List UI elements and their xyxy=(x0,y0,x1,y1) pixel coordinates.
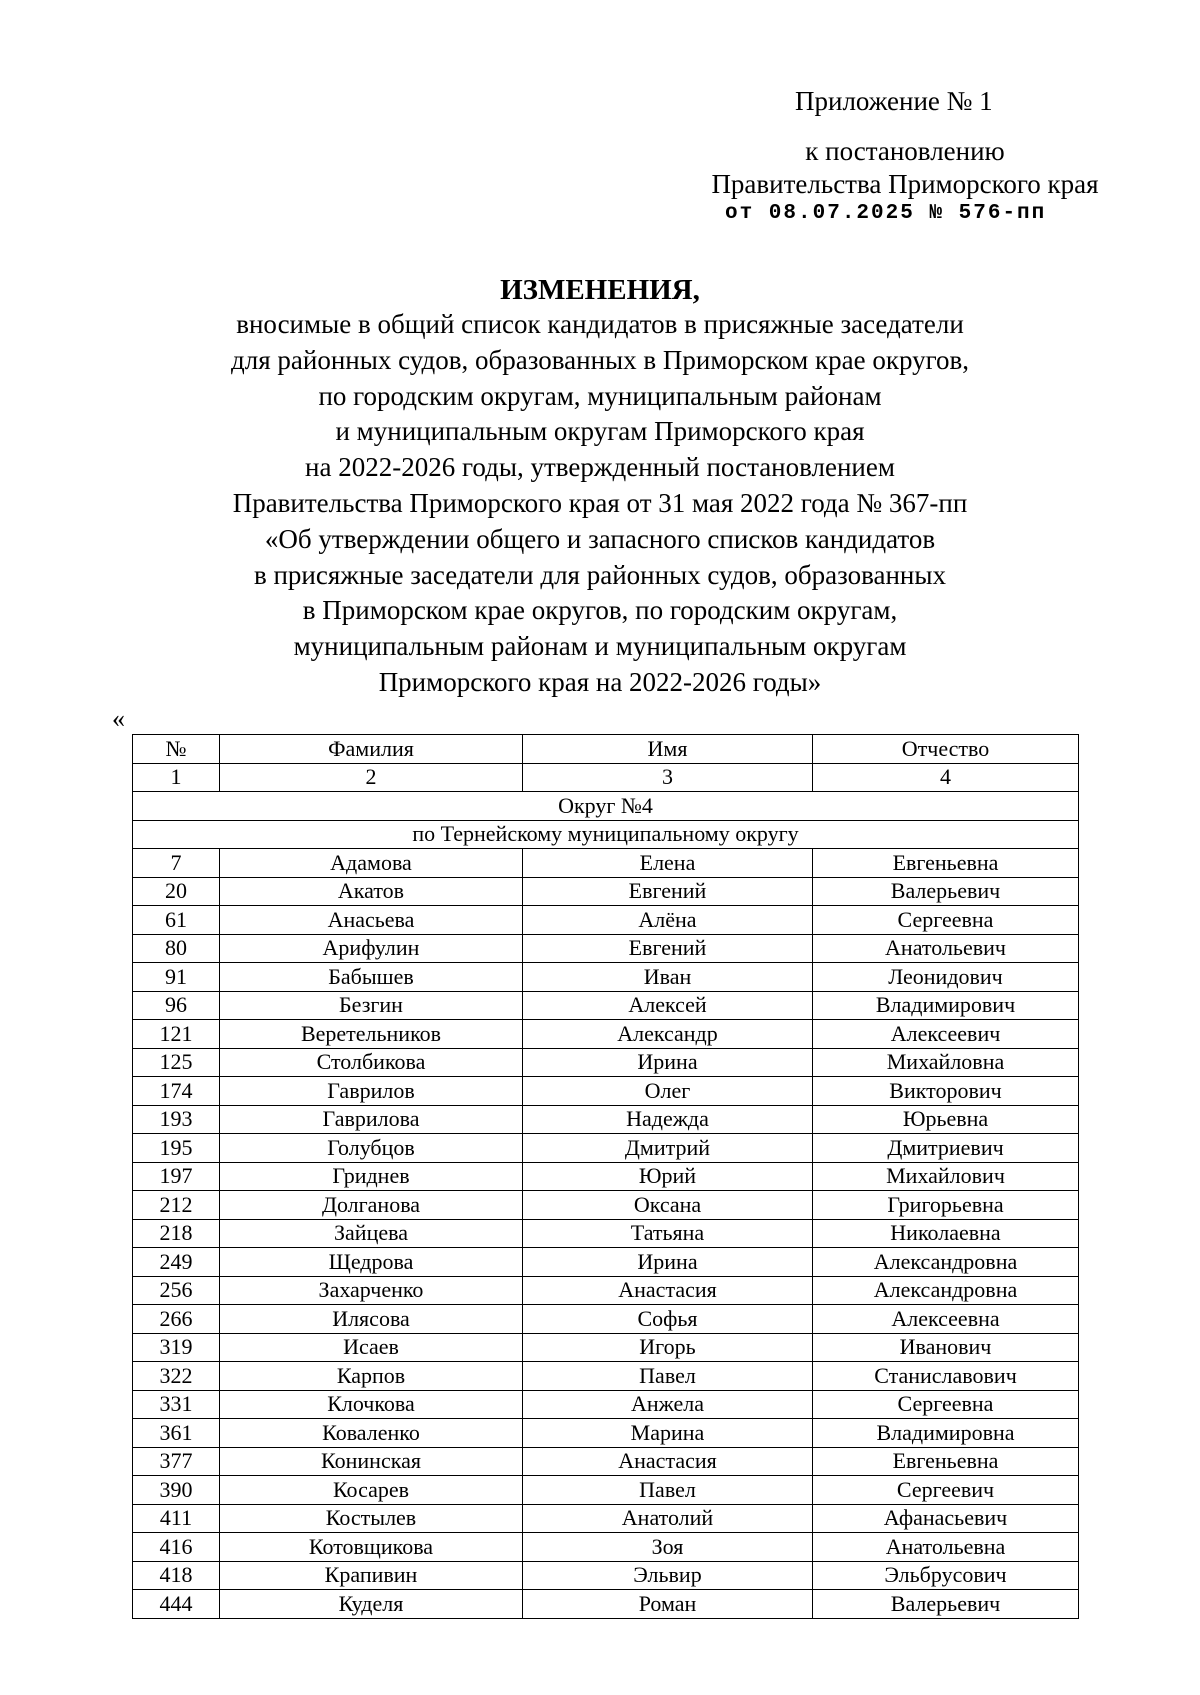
table-row xyxy=(133,1305,1079,1334)
table-row xyxy=(133,1504,1079,1533)
cell-patronymic: Александровна xyxy=(813,1248,1079,1277)
cell-last-name: Гаврилов xyxy=(220,1077,523,1106)
table-row xyxy=(133,1447,1079,1476)
cell-patronymic: Эльбрусович xyxy=(813,1561,1079,1590)
cell-number: 195 xyxy=(133,1134,220,1163)
cell-last-name: Коваленко xyxy=(220,1419,523,1448)
cell-last-name: Зайцева xyxy=(220,1219,523,1248)
column-number-cell: 4 xyxy=(813,763,1079,792)
table-row xyxy=(133,1077,1079,1106)
district-cell: Округ №4 xyxy=(133,792,1079,821)
header-first-name: Имя xyxy=(523,735,813,764)
appendix-reference xyxy=(600,135,1200,201)
cell-patronymic: Сергеевна xyxy=(813,906,1079,935)
cell-number: 197 xyxy=(133,1162,220,1191)
cell-number: 193 xyxy=(133,1105,220,1134)
cell-patronymic: Евгеньевна xyxy=(813,1447,1079,1476)
cell-number: 96 xyxy=(133,991,220,1020)
subtitle-line: в присяжные заседатели для районных судов, образованных xyxy=(253,559,946,590)
cell-number: 377 xyxy=(133,1447,220,1476)
cell-first-name: Павел xyxy=(523,1362,813,1391)
cell-number: 121 xyxy=(133,1020,220,1049)
column-number-cell: 3 xyxy=(523,763,813,792)
cell-first-name: Софья xyxy=(523,1305,813,1334)
cell-patronymic: Алексеевич xyxy=(813,1020,1079,1049)
cell-patronymic: Афанасьевич xyxy=(813,1504,1079,1533)
table-row xyxy=(133,1219,1079,1248)
cell-last-name: Исаев xyxy=(220,1333,523,1362)
cell-last-name: Карпов xyxy=(220,1362,523,1391)
subdistrict-row xyxy=(133,820,1079,849)
cell-number: 361 xyxy=(133,1419,220,1448)
table-row xyxy=(133,1590,1079,1619)
cell-first-name: Олег xyxy=(523,1077,813,1106)
cell-number: 174 xyxy=(133,1077,220,1106)
cell-last-name: Столбикова xyxy=(220,1048,523,1077)
cell-first-name: Оксана xyxy=(523,1191,813,1220)
subtitle-line: для районных судов, образованных в Приморском крае округов, xyxy=(231,344,969,375)
cell-last-name: Щедрова xyxy=(220,1248,523,1277)
table-row xyxy=(133,877,1079,906)
cell-first-name: Эльвир xyxy=(523,1561,813,1590)
cell-patronymic: Александровна xyxy=(813,1276,1079,1305)
column-number-row xyxy=(133,763,1079,792)
cell-last-name: Клочкова xyxy=(220,1390,523,1419)
appendix-reference-line: к постановлению xyxy=(805,136,1005,166)
cell-patronymic: Евгеньевна xyxy=(813,849,1079,878)
header-patronymic: Отчество xyxy=(813,735,1079,764)
cell-last-name: Бабышев xyxy=(220,963,523,992)
cell-last-name: Гриднев xyxy=(220,1162,523,1191)
cell-last-name: Илясова xyxy=(220,1305,523,1334)
subdistrict-cell: по Тернейскому муниципальному округу xyxy=(133,820,1079,849)
table-row xyxy=(133,991,1079,1020)
subtitle-line: в Приморском крае округов, по городским округам, xyxy=(302,595,898,626)
cell-number: 416 xyxy=(133,1533,220,1562)
subtitle-line: вносимые в общий список кандидатов в присяжные заседатели xyxy=(236,309,964,339)
cell-first-name: Елена xyxy=(523,849,813,878)
subtitle-line: «Об утверждении общего и запасного списков кандидатов xyxy=(264,523,936,554)
cell-last-name: Голубцов xyxy=(220,1134,523,1163)
cell-patronymic: Леонидович xyxy=(813,963,1079,992)
cell-patronymic: Анатольевич xyxy=(813,934,1079,963)
document-title: ИЗМЕНЕНИЯ, xyxy=(500,274,700,306)
cell-patronymic: Сергеевич xyxy=(813,1476,1079,1505)
cell-last-name: Крапивин xyxy=(220,1561,523,1590)
cell-number: 212 xyxy=(133,1191,220,1220)
subtitle-line: Правительства Приморского края от 31 мая 2022 года № 367-пп xyxy=(232,487,968,518)
subtitle-line: и муниципальным округам Приморского края xyxy=(335,416,865,447)
cell-first-name: Евгений xyxy=(523,934,813,963)
cell-first-name: Иван xyxy=(523,963,813,992)
cell-patronymic: Сергеевна xyxy=(813,1390,1079,1419)
cell-number: 322 xyxy=(133,1362,220,1391)
cell-first-name: Надежда xyxy=(523,1105,813,1134)
cell-patronymic: Владимировна xyxy=(813,1419,1079,1448)
cell-last-name: Арифулин xyxy=(220,934,523,963)
table-row xyxy=(133,849,1079,878)
cell-first-name: Анастасия xyxy=(523,1276,813,1305)
header-last-name: Фамилия xyxy=(220,735,523,764)
cell-first-name: Анжела xyxy=(523,1390,813,1419)
table-row xyxy=(133,1362,1079,1391)
table-row xyxy=(133,1276,1079,1305)
cell-number: 249 xyxy=(133,1248,220,1277)
table-row xyxy=(133,1390,1079,1419)
cell-last-name: Адамова xyxy=(220,849,523,878)
cell-patronymic: Викторович xyxy=(813,1077,1079,1106)
table-row xyxy=(133,1333,1079,1362)
district-row xyxy=(133,792,1079,821)
cell-last-name: Анасьева xyxy=(220,906,523,935)
cell-last-name: Куделя xyxy=(220,1590,523,1619)
subtitle-line: по городским округам, муниципальным районам xyxy=(318,380,882,411)
cell-patronymic: Валерьевич xyxy=(813,877,1079,906)
cell-patronymic: Валерьевич xyxy=(813,1590,1079,1619)
cell-last-name: Захарченко xyxy=(220,1276,523,1305)
cell-first-name: Анастасия xyxy=(523,1447,813,1476)
date-number-stamp: от 08.07.2025 № 576-пп xyxy=(725,202,1047,225)
cell-last-name: Котовщикова xyxy=(220,1533,523,1562)
cell-number: 444 xyxy=(133,1590,220,1619)
cell-number: 411 xyxy=(133,1504,220,1533)
table-row xyxy=(133,934,1079,963)
document-subtitle xyxy=(0,307,1200,701)
column-number-cell: 1 xyxy=(133,763,220,792)
cell-last-name: Костылев xyxy=(220,1504,523,1533)
table-row xyxy=(133,1476,1079,1505)
cell-number: 256 xyxy=(133,1276,220,1305)
cell-patronymic: Алексеевна xyxy=(813,1305,1079,1334)
cell-last-name: Акатов xyxy=(220,877,523,906)
table-header-row xyxy=(133,735,1079,764)
cell-first-name: Татьяна xyxy=(523,1219,813,1248)
cell-first-name: Александр xyxy=(523,1020,813,1049)
cell-number: 125 xyxy=(133,1048,220,1077)
table-row xyxy=(133,1048,1079,1077)
table-row xyxy=(133,963,1079,992)
cell-first-name: Анатолий xyxy=(523,1504,813,1533)
cell-number: 390 xyxy=(133,1476,220,1505)
table-row xyxy=(133,1134,1079,1163)
cell-first-name: Алёна xyxy=(523,906,813,935)
appendix-reference-line: Правительства Приморского края xyxy=(711,169,1099,199)
cell-number: 266 xyxy=(133,1305,220,1334)
table-row xyxy=(133,1020,1079,1049)
cell-first-name: Алексей xyxy=(523,991,813,1020)
cell-number: 331 xyxy=(133,1390,220,1419)
cell-number: 319 xyxy=(133,1333,220,1362)
cell-first-name: Марина xyxy=(523,1419,813,1448)
cell-patronymic: Анатольевна xyxy=(813,1533,1079,1562)
opening-quote-mark: « xyxy=(112,704,125,733)
subtitle-line: на 2022-2026 годы, утвержденный постановлением xyxy=(305,452,895,483)
cell-number: 7 xyxy=(133,849,220,878)
cell-first-name: Зоя xyxy=(523,1533,813,1562)
cell-patronymic: Юрьевна xyxy=(813,1105,1079,1134)
cell-last-name: Косарев xyxy=(220,1476,523,1505)
table-row xyxy=(133,1162,1079,1191)
cell-number: 91 xyxy=(133,963,220,992)
subtitle-line: муниципальным районам и муниципальным округам xyxy=(293,631,907,662)
table-row xyxy=(133,1248,1079,1277)
table-row xyxy=(133,906,1079,935)
cell-number: 418 xyxy=(133,1561,220,1590)
appendix-title: Приложение № 1 xyxy=(795,86,993,116)
table-row xyxy=(133,1561,1079,1590)
cell-first-name: Ирина xyxy=(523,1048,813,1077)
column-number-cell: 2 xyxy=(220,763,523,792)
cell-patronymic: Дмитриевич xyxy=(813,1134,1079,1163)
table-row xyxy=(133,1533,1079,1562)
table-row xyxy=(133,1191,1079,1220)
table-row xyxy=(133,1105,1079,1134)
cell-patronymic: Григорьевна xyxy=(813,1191,1079,1220)
cell-last-name: Безгин xyxy=(220,991,523,1020)
cell-first-name: Игорь xyxy=(523,1333,813,1362)
cell-patronymic: Владимирович xyxy=(813,991,1079,1020)
cell-number: 218 xyxy=(133,1219,220,1248)
cell-number: 80 xyxy=(133,934,220,963)
cell-last-name: Конинская xyxy=(220,1447,523,1476)
cell-first-name: Роман xyxy=(523,1590,813,1619)
cell-patronymic: Станиславович xyxy=(813,1362,1079,1391)
cell-patronymic: Николаевна xyxy=(813,1219,1079,1248)
cell-patronymic: Михайлович xyxy=(813,1162,1079,1191)
cell-last-name: Долганова xyxy=(220,1191,523,1220)
subtitle-line: Приморского края на 2022-2026 годы» xyxy=(378,666,822,697)
cell-number: 61 xyxy=(133,906,220,935)
header-number: № xyxy=(133,735,220,764)
cell-last-name: Гаврилова xyxy=(220,1105,523,1134)
cell-first-name: Дмитрий xyxy=(523,1134,813,1163)
candidates-table xyxy=(132,734,1079,1619)
cell-first-name: Ирина xyxy=(523,1248,813,1277)
cell-patronymic: Михайловна xyxy=(813,1048,1079,1077)
table-row xyxy=(133,1419,1079,1448)
cell-patronymic: Иванович xyxy=(813,1333,1079,1362)
cell-number: 20 xyxy=(133,877,220,906)
cell-first-name: Юрий xyxy=(523,1162,813,1191)
cell-first-name: Павел xyxy=(523,1476,813,1505)
cell-first-name: Евгений xyxy=(523,877,813,906)
cell-last-name: Веретельников xyxy=(220,1020,523,1049)
